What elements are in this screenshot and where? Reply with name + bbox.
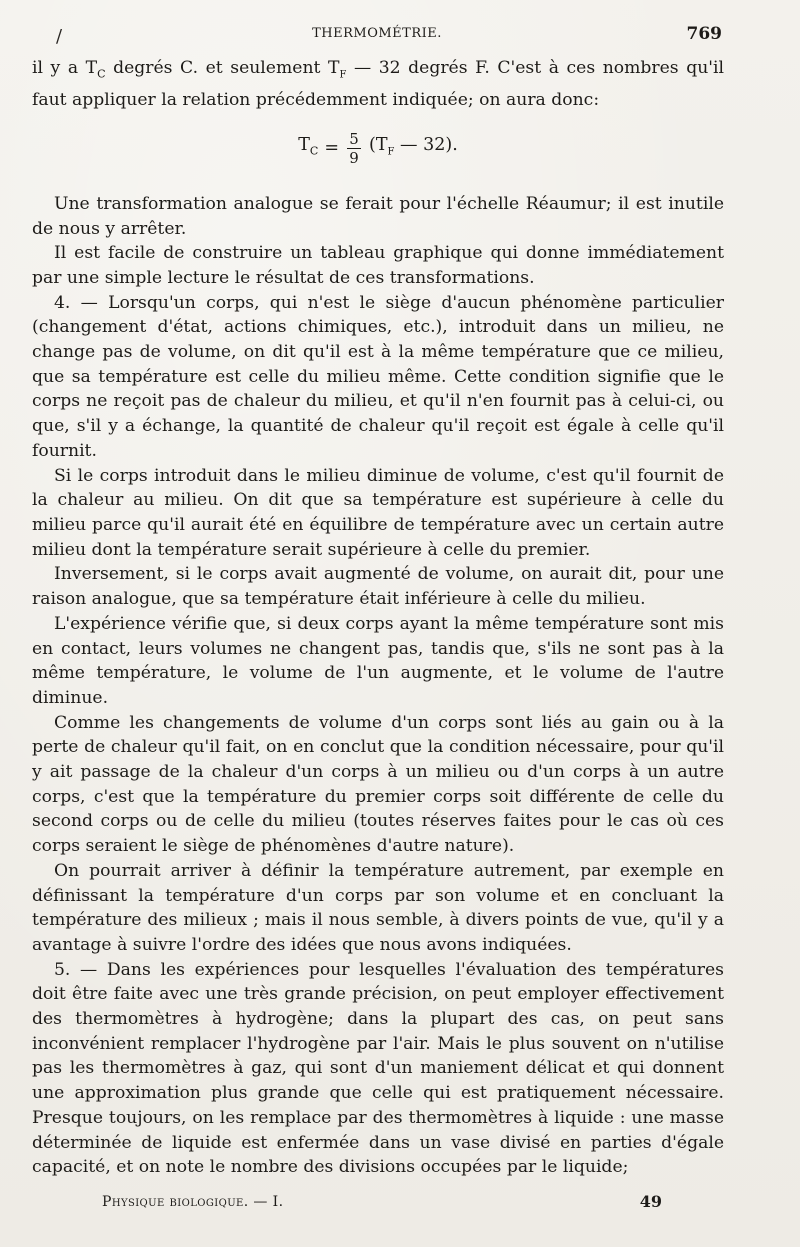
page-header xyxy=(32,22,722,46)
paragraph-volume-increase: Inversement, si le corps avait augmenté de volume, on aurait dit, pour une raison analogue, que sa température était inférieure à celle du milieu. xyxy=(32,564,724,610)
page-footer xyxy=(102,1194,662,1218)
conversion-formula xyxy=(32,131,724,171)
page-number: 769 xyxy=(686,24,722,44)
paragraph-volume-decrease: Si le corps introduit dans le milieu diminue de volume, c'est qu'il fournit de la chaleur au milieu. On dit que sa température est supérieure à celle du milieu parce qu'il aurait été en équilibre de température avec un certain autre milieu dont la température serait supérieure à celle du premier. xyxy=(32,465,724,560)
margin-mark: / xyxy=(56,26,63,47)
fraction-denominator: 9 xyxy=(349,148,359,167)
formula-rhs-tail: — 32). xyxy=(394,134,458,155)
formula-rhs-open: (T xyxy=(369,134,388,155)
paragraph-alternative-definition: On pourrait arriver à définir la température autrement, par exemple en définissant la température d'un corps par son volume et en concluant la température des milieux ; mais il nous semble, à divers points de vue, qu'il y a avantage à suivre l'ordre des idées que nous avons indiquées. xyxy=(32,860,724,955)
opening-text-1: il y a T xyxy=(32,58,98,78)
formula-equals: = xyxy=(324,138,340,159)
opening-text-2: degrés C. et seulement T xyxy=(105,58,340,78)
signature-mark: 49 xyxy=(639,1192,662,1211)
formula-fraction xyxy=(347,131,361,166)
paragraph-reaumur: Une transformation analogue se ferait pour l'échelle Réaumur; il est inutile de nous y arrêter. xyxy=(32,193,724,239)
paragraph-graphic-table: Il est facile de construire un tableau graphique qui donne immédiatement par une simple lecture le résultat de ces transformations. xyxy=(32,243,724,288)
formula-lhs-subscript: C xyxy=(309,144,319,158)
paragraph-experience: L'expérience vérifie que, si deux corps ayant la même température sont mis en contact, leurs volumes ne changent pas, tandis que, s'ils ne sont pas à la même température, le volume de l'un augmente, et le volume de l'autre diminue. xyxy=(32,613,724,708)
book-title: Physique biologique. — I. xyxy=(102,1194,284,1210)
paragraph-section-4: 4. — Lorsqu'un corps, qui n'est le siège d'aucun phénomène particulier (changement d'état, actions chimiques, etc.), introduit dans un milieu, ne change pas de volume, on dit qu'il est à la même température que ce milieu, que sa température est celle du milieu même. Cette condition signifie que le corps ne reçoit pas de chaleur du milieu, et qu'il n'en fournit pas à celui-ci, ou que, s'il y a échange, la quantité de chaleur qu'il reçoit est égale à celle qu'il fournit. xyxy=(32,292,724,461)
running-head: THERMOMÉTRIE. xyxy=(312,26,442,41)
fraction-numerator: 5 xyxy=(349,129,359,148)
subscript-c: C xyxy=(97,67,106,81)
formula-t-symbol: T xyxy=(298,135,310,156)
formula-rhs-subscript: F xyxy=(387,146,395,158)
formula-rhs xyxy=(369,133,458,165)
paragraph-section-5: 5. — Dans les expériences pour lesquelles l'évaluation des températures doit être faite avec une très grande précision, on peut employer effectivement des thermomètres à hydrogène; dans la plupart des cas, on peut sans inconvénient remplacer l'hydrogène par l'air. Mais le plus souvent on n'utilise pas les thermomètres à gaz, qui sont d'un maniement délicat et qui donnent une approximation plus grande que celle qui est pratiquement nécessaire. Presque toujours, on les remplace par des thermomètres à liquide : une masse déterminée de liquide est enfermée dans un vase divisé en parties d'égale capacité, et on note le nombre des divisions occupées par le liquide; xyxy=(32,959,724,1178)
opening-paragraph xyxy=(32,56,724,113)
formula-lhs xyxy=(298,133,318,164)
paragraph-heat-exchange: Comme les changements de volume d'un corps sont liés au gain ou à la perte de chaleur qu'il fait, on en conclut que la condition nécessaire, pour qu'il y ait passage de la chaleur d'un corps à un milieu ou d'un corps à un autre corps, c'est que la température du premier corps soit différente de celle du second corps ou de celle du milieu (toutes réserves faites pour le cas où ces corps seraient le siège de phénomènes d'autre nature). xyxy=(32,712,724,857)
subscript-f: F xyxy=(339,69,347,81)
opening-text-3: — 32 degrés F. C'est à ces nombres qu'il faut appliquer la relation précédemment indiquée; on aura donc: xyxy=(32,58,724,111)
page-body xyxy=(32,56,724,1180)
